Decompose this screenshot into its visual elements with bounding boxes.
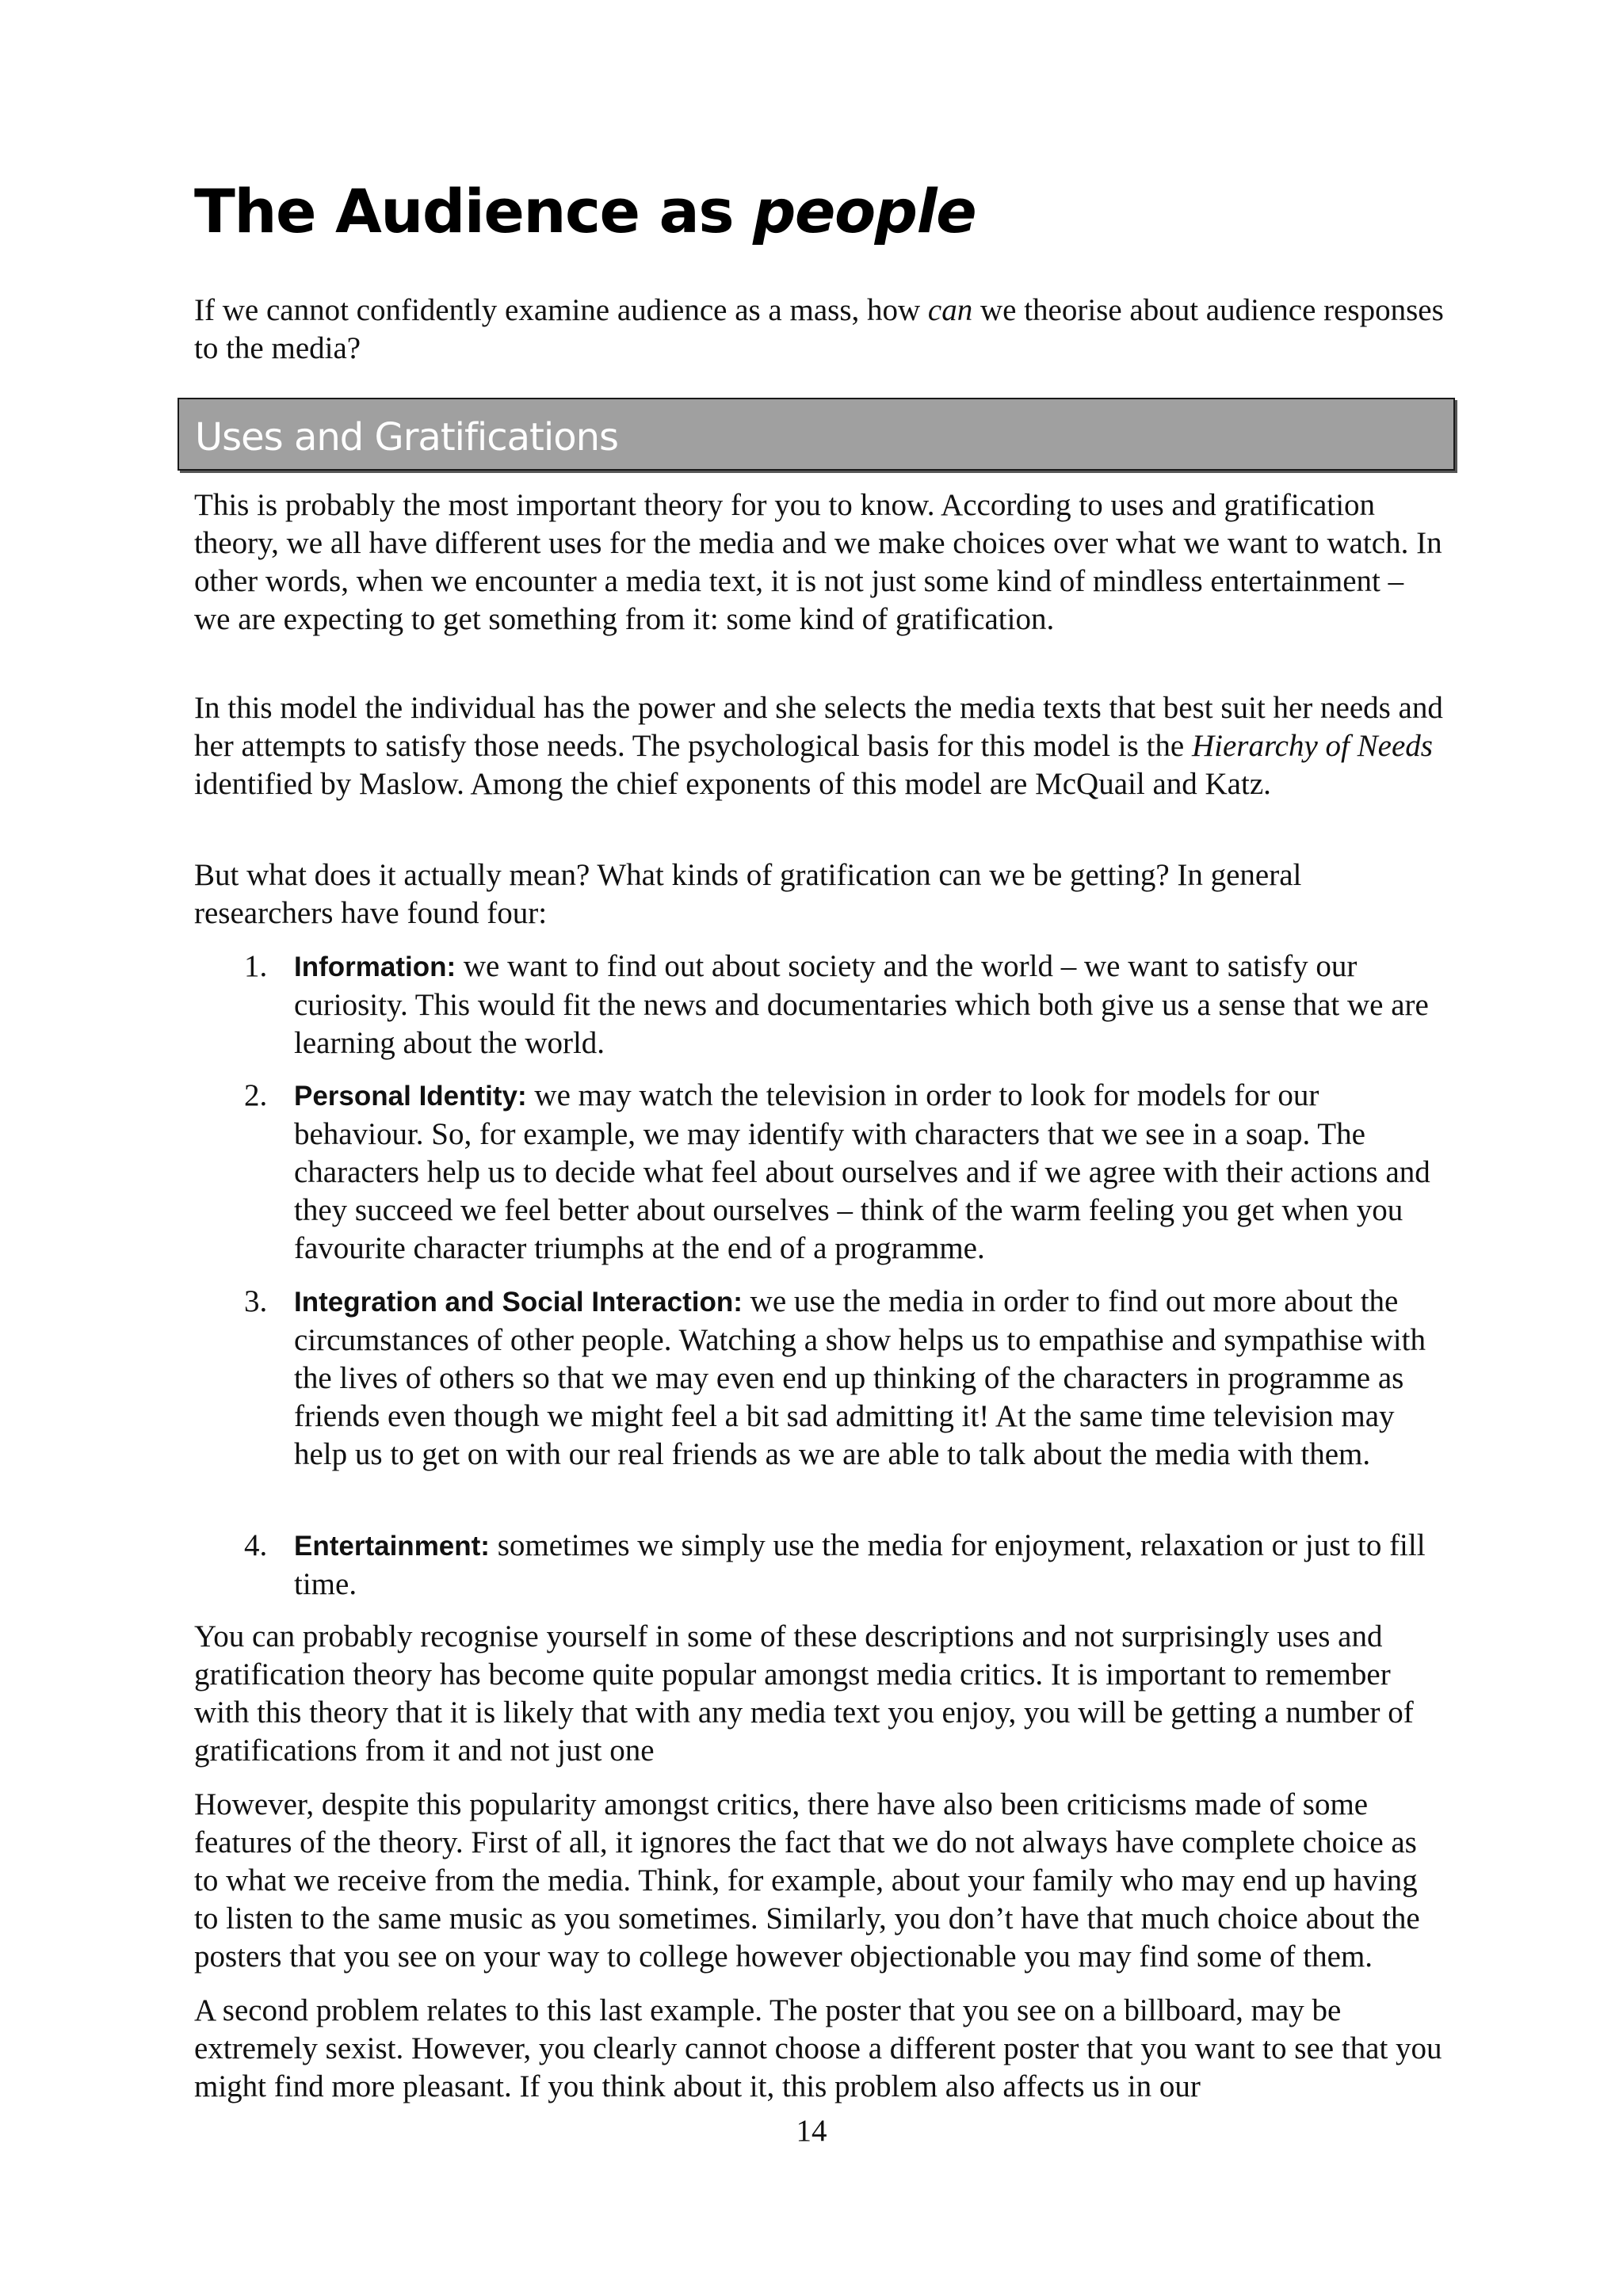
list-item-text — [294, 948, 1451, 1062]
list-item-number: 4. — [244, 1528, 268, 1562]
body-paragraph-4: You can probably recognise yourself in some of these descriptions and not surprisingly uses and gratification theory has become quite popular amongst media critics. It is important to remember with this theory that it is likely that with any media text you enjoy, you will be getting a number of gratifications from it and not just one — [194, 1619, 1414, 1768]
body-paragraph-3: But what does it actually mean? What kinds of gratification can we be getting? In general researchers have found four: — [194, 858, 1302, 930]
section-heading-bar — [178, 398, 1455, 471]
list-item-text — [294, 1283, 1451, 1474]
title-emphasis: people — [753, 176, 976, 246]
body-paragraph-2 — [194, 689, 1446, 803]
body-paragraph-6: A second problem relates to this last example. The poster that you see on a billboard, may be extremely sexist. However, you clearly cannot choose a different poster that you want to see that you might find more pleasant. If you think about it, this problem also affects us in our — [194, 1993, 1442, 2103]
intro-text-before: If we cannot confidently examine audience as a mass, how — [194, 293, 928, 327]
intro-paragraph — [194, 292, 1446, 368]
list-item-description: we may watch the television in order to look for models for our behaviour. So, for example, we may identify with characters that we see in a soap. The characters help us to decide what feel about ourselves and if we agree with their actions and they succeed we feel better about ourselves – think of the warm feeling you get when you favourite character triumphs at the end of a programme. — [294, 1078, 1430, 1265]
intro-emphasis: can — [927, 293, 973, 327]
list-item-number: 3. — [244, 1284, 268, 1318]
page-title — [194, 176, 976, 246]
list-item-description: sometimes we simply use the media for enjoyment, relaxation or just to fill time. — [294, 1528, 1426, 1601]
list-item-number: 2. — [244, 1078, 268, 1112]
list-item-text — [294, 1527, 1451, 1604]
paragraph-2-after: identified by Maslow. Among the chief exponents of this model are McQuail and Katz. — [194, 767, 1271, 801]
page-number: 14 — [796, 2114, 827, 2148]
list-item-term: Personal Identity: — [294, 1081, 527, 1112]
list-item-term: Integration and Social Interaction: — [294, 1287, 743, 1318]
paragraph-2-emphasis: Hierarchy of Needs — [1191, 729, 1433, 763]
body-paragraph-1: This is probably the most important theory for you to know. According to uses and gratification theory, we all have different uses for the media and we make choices over what we want to watch. In other words, when we encounter a media text, it is not just some kind of mindless entertainment – we are expecting to get something from it: some kind of gratification. — [194, 488, 1442, 636]
list-item-term: Entertainment: — [294, 1531, 490, 1562]
list-item-description: we use the media in order to find out more about the circumstances of other people. Watching a show helps us to empathise and sympathise with the lives of others so that we may even end up thinking of the characters in programme as friends even though we might feel a bit sad admitting it! At the same time television may help us to get on with our real friends as we are able to talk about the media with them. — [294, 1284, 1426, 1471]
body-paragraph-5: However, despite this popularity amongst critics, there have also been criticisms made of some features of the theory. First of all, it ignores the fact that we do not always have complete choice as to what we receive from the media. Think, for example, about your family who may end up having to listen to the same music as you sometimes. Similarly, you don’t have that much choice about the posters that you see on your way to college however objectionable you may find some of them. — [194, 1787, 1420, 1974]
list-item-term: Information: — [294, 952, 456, 982]
section-heading: Uses and Gratifications — [195, 415, 618, 460]
intro-text-after: we theorise about audience responses to the media? — [194, 293, 1444, 365]
paragraph-2-before: In this model the individual has the power and she selects the media texts that best suit her needs and her attempts to satisfy those needs. The psychological basis for this model is the — [194, 691, 1443, 763]
list-item-text — [294, 1077, 1451, 1268]
list-item-description: we want to find out about society and the world – we want to satisfy our curiosity. This would fit the news and documentaries which both give us a sense that we are learning about the world. — [294, 949, 1429, 1060]
title-main: The Audience as — [194, 176, 754, 246]
list-item-number: 1. — [244, 949, 268, 983]
